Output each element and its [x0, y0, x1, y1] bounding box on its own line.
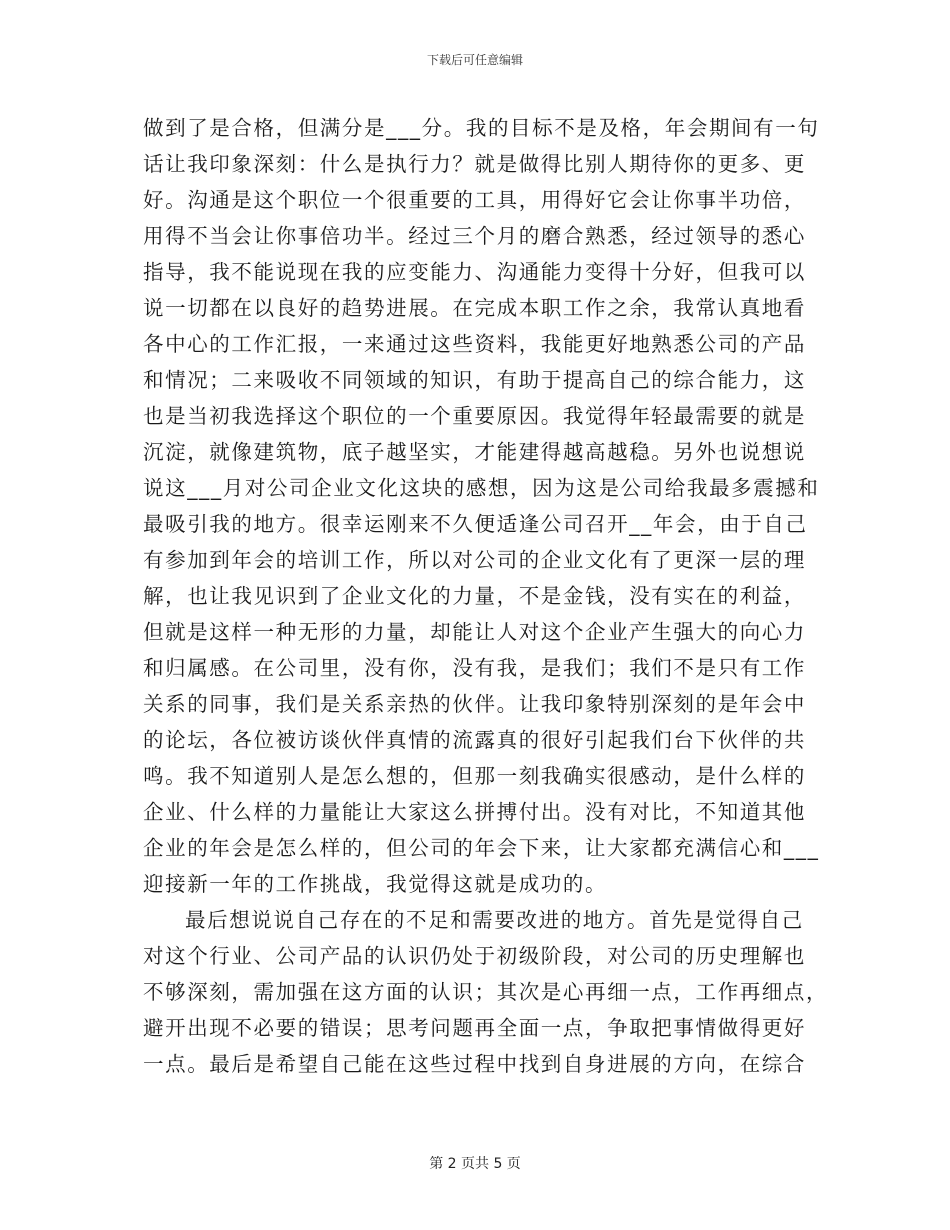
text-line: 各中心的工作汇报，一来通过这些资料，我能更好地熟悉公司的产品 [143, 332, 806, 356]
text-line: 沉淀，就像建筑物，底子越坚实，才能建得越高越稳。另外也说想说 [143, 440, 806, 464]
text-line: 对这个行业、公司产品的认识仍处于初级阶段，对公司的历史理解也 [143, 944, 806, 968]
text-line: 的论坛，各位被访谈伙伴真情的流露真的很好引起我们台下伙伴的共 [143, 728, 806, 752]
text-line: 有参加到年会的培训工作，所以对公司的企业文化有了更深一层的理 [143, 548, 806, 572]
text-line: 企业的年会是怎么样的，但公司的年会下来，让大家都充满信心和___ [143, 836, 820, 860]
text-line: 最吸引我的地方。很幸运刚来不久便适逢公司召开__年会，由于自己 [143, 512, 808, 536]
text-line: 但就是这样一种无形的力量，却能让人对这个企业产生强大的向心力 [143, 620, 806, 644]
text-line: 和归属感。在公司里，没有你，没有我，是我们；我们不是只有工作 [143, 656, 806, 680]
text-line: 用得不当会让你事倍功半。经过三个月的磨合熟悉，经过领导的悉心 [143, 224, 806, 248]
text-line: 和情况；二来吸收不同领域的知识，有助于提高自己的综合能力，这 [143, 368, 806, 392]
text-line: 迎接新一年的工作挑战，我觉得这就是成功的。 [143, 872, 608, 896]
text-line: 做到了是合格，但满分是___分。我的目标不是及格，年会期间有一句 [143, 116, 820, 140]
text-line: 解，也让我见识到了企业文化的力量，不是金钱，没有实在的利益， [143, 584, 806, 608]
page-number: 第 2 页共 5 页 [429, 1156, 521, 1172]
text-line: 说这___月对公司企业文化这块的感想，因为这是公司给我最多震撼和 [143, 476, 820, 500]
page-header: 下载后可任意编辑 [426, 53, 523, 67]
text-line: 企业、什么样的力量能让大家这么拼搏付出。没有对比，不知道其他 [143, 800, 806, 824]
paragraph-first-line: 最后想说说自己存在的不足和需要改进的地方。首先是觉得自己 [185, 908, 804, 932]
text-line: 指导，我不能说现在我的应变能力、沟通能力变得十分好，但我可以 [143, 260, 806, 284]
text-line: 说一切都在以良好的趋势进展。在完成本职工作之余，我常认真地看 [143, 296, 806, 320]
text-line: 鸣。我不知道别人是怎么想的，但那一刻我确实很感动，是什么样的 [143, 764, 806, 788]
text-line: 避开出现不必要的错误；思考问题再全面一点，争取把事情做得更好 [143, 1016, 806, 1040]
text-line: 好。沟通是这个职位一个很重要的工具，用得好它会让你事半功倍， [143, 188, 806, 212]
text-line: 不够深刻，需加强在这方面的认识；其次是心再细一点，工作再细点， [143, 980, 829, 1004]
document-body [143, 110, 829, 1082]
text-line: 也是当初我选择这个职位的一个重要原因。我觉得年轻最需要的就是 [143, 404, 806, 428]
text-line: 一点。最后是希望自己能在这些过程中找到自身进展的方向，在综合 [143, 1052, 806, 1076]
text-line: 话让我印象深刻：什么是执行力？就是做得比别人期待你的更多、更 [143, 152, 806, 176]
text-line: 关系的同事，我们是关系亲热的伙伴。让我印象特别深刻的是年会中 [143, 692, 806, 716]
